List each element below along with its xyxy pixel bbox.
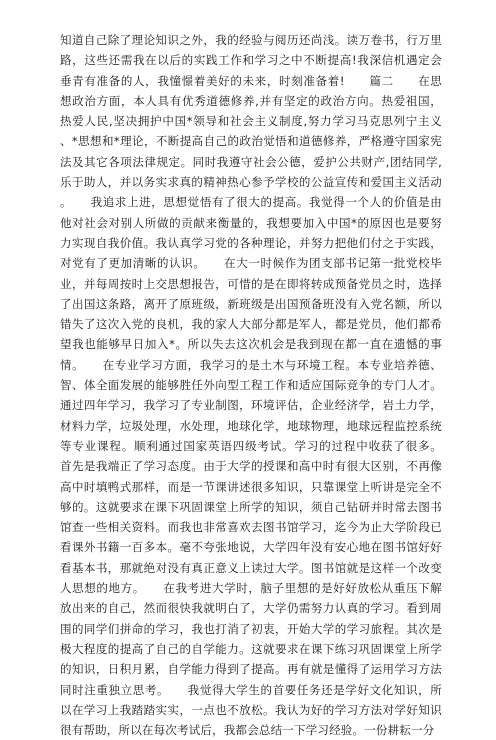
text-line: 业，并每周按时上交思想报告，可惜的是在即将转成预备党员之时，选择 bbox=[60, 276, 442, 291]
text-line: 人思想的地方。 在我考进大学时，脑子里想的是好好放松从重压下解 bbox=[60, 581, 442, 596]
text-line: 同时注重独立思考。 我觉得大学生的首要任务还是学好文化知识，所 bbox=[60, 682, 442, 697]
text-line: 、*思想和*理论，不断提高自己的政治觉悟和道德修养，严格遵守国家宪 bbox=[60, 134, 442, 149]
text-line: 很有帮助，所以在每次考试后，我都会总结一下学习经验。一份耕耘一分 bbox=[60, 723, 435, 738]
text-line: 想政治方面，本人具有优秀道德修养,并有坚定的政治方向。热爱祖国， bbox=[60, 93, 442, 108]
text-line: 热爱人民,坚决拥护中国*领导和社会主义制度,努力学习马克思列宁主义 bbox=[60, 114, 442, 129]
text-line: 。 我追求上进，思想觉悟有了很大的提高。我觉得一个人的价值是由 bbox=[60, 195, 442, 210]
text-line: 首先是我端正了学习态度。由于大学的授课和高中时有很大区别，不再像 bbox=[60, 459, 442, 474]
text-line: 等专业课程。顺利通过国家英语四级考试。学习的过程中收获了很多。 bbox=[60, 438, 442, 453]
text-line: 以在学习上我踏踏实实，一点也不放松。我认为好的学习方法对学好知识 bbox=[60, 702, 442, 717]
text-line: 极大程度的提高了自己的自学能力。这就要求在课下练习巩固课堂上所学 bbox=[60, 641, 442, 656]
text-line: 对党有了更加清晰的认识。 在大一时候作为团支部书记第一批党校毕 bbox=[60, 256, 442, 271]
text-line: 放出来的自己，然而很快我就明白了，大学仍需努力认真的学习。看到周 bbox=[60, 601, 442, 616]
text-line: 够的。这就要求在课下巩固课堂上所学的知识，须自己钻研并时常去图书 bbox=[60, 499, 442, 514]
text-line: 的知识，日积月累，自学能力得到了提高。再有就是懂得了运用学习方法 bbox=[60, 662, 442, 677]
text-line: 看课外书籍一百多本。毫不夸张地说，大学四年没有安心地在图书馆好好 bbox=[60, 540, 442, 555]
text-line: 情。 在专业学习方面，我学习的是土木与环境工程。本专业培养德、 bbox=[60, 357, 442, 372]
text-line: 通过四年学习，我学习了专业制图，环境评估，企业经济学，岩土力学， bbox=[60, 398, 442, 413]
text-line: 力实现自我价值。我认真学习党的各种理论，并努力把他们付之于实践， bbox=[60, 235, 442, 250]
text-line: 他对社会对别人所做的贡献来衡量的，我想要加入中国*的原因也是要努 bbox=[60, 215, 442, 230]
text-line: 法及其它各项法律规定。同时我遵守社会公德，爱护公共财产,团结同学, bbox=[60, 154, 442, 169]
text-line: 智、体全面发展的能够胜任外向型工程工作和适应国际竞争的专门人才。 bbox=[60, 378, 442, 393]
text-line: 乐于助人，并以务实求真的精神热心参予学校的公益宣传和爱国主义活动 bbox=[60, 175, 442, 190]
text-line: 材料力学，垃圾处理，水处理，地球化学，地球物理，地球远程监控系统 bbox=[60, 418, 442, 433]
text-line: 看基本书，那就绝对没有真正意义上读过大学。图书馆就是这样一个改变 bbox=[60, 560, 442, 575]
text-line: 望我也能够早日加入*。所以失去这次机会是我到现在都一直在遗憾的事 bbox=[60, 337, 442, 352]
text-line: 围的同学们拼命的学习，我也打消了初衷，开始大学的学习旅程。其次是 bbox=[60, 621, 442, 636]
body-text bbox=[60, 30, 442, 740]
text-line: 了出国这条路，离开了原班级，新班级是出国预备班没有入党名额，所以 bbox=[60, 296, 442, 311]
text-line: 错失了这次入党的良机，我的家人大部分都是军人，都是党员，他们都希 bbox=[60, 317, 442, 332]
text-line: 馆查一些相关资料。而我也非常喜欢去图书馆学习，迄今为止大学阶段已 bbox=[60, 520, 442, 535]
text-line: 知道自己除了理论知识之外，我的经验与阅历还尚浅。读万卷书，行万里 bbox=[60, 33, 442, 47]
text-line: 垂青有准备的人，我憧憬着美好的未来，时刻准备着! 篇二 在思 bbox=[60, 73, 442, 88]
text-line: 高中时填鸭式那样，而是一节课讲述很多知识，只靠课堂上听讲是完全不 bbox=[60, 479, 442, 494]
text-line: 路，这些还需我在以后的实践工作和学习之中不断提高!我深信机遇定会 bbox=[60, 53, 442, 68]
